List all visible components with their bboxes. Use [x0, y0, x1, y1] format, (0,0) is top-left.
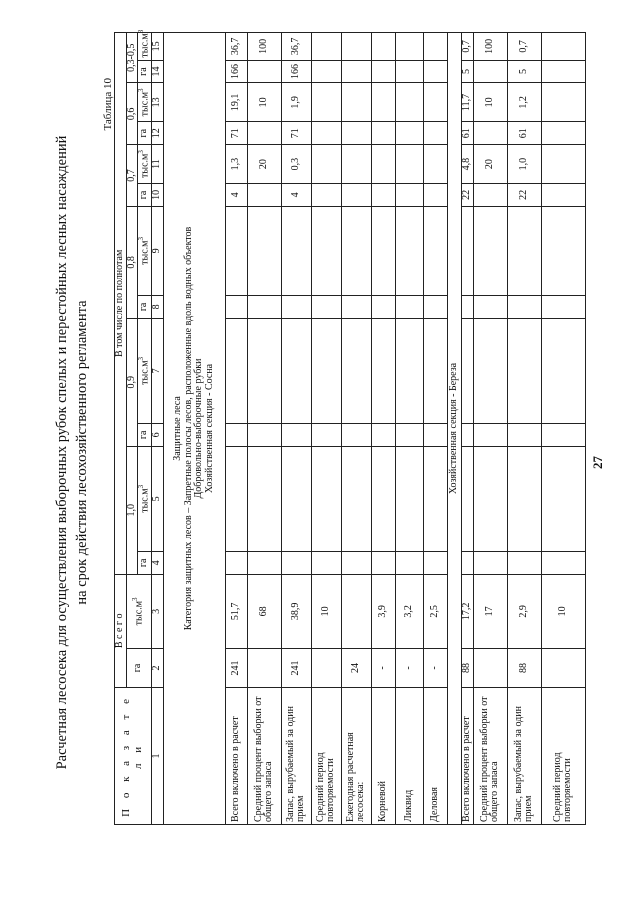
column-number: 1 [151, 687, 163, 824]
table-cell [541, 83, 585, 122]
table-cell: 1,2 [507, 83, 541, 122]
total-header: В с е г о [115, 574, 127, 687]
column-number: 3 [151, 574, 163, 648]
table-cell [341, 574, 371, 648]
table-cell [423, 423, 447, 446]
table-cell [395, 423, 423, 446]
table-cell [541, 649, 585, 688]
table-cell [395, 318, 423, 423]
table-cell [311, 184, 341, 207]
column-number: 12 [151, 122, 163, 145]
table-cell [311, 206, 341, 295]
table-cell [371, 184, 395, 207]
column-number: 9 [151, 206, 163, 295]
table-cell [507, 423, 541, 446]
table-cell [311, 122, 341, 145]
table-cell [341, 446, 371, 551]
table-cell [341, 206, 371, 295]
table-cell [371, 423, 395, 446]
table-cell [461, 318, 473, 423]
table-cell: 19,1 [225, 83, 247, 122]
table-cell [247, 649, 281, 688]
table-cell: 71 [225, 122, 247, 145]
row-label: Ликвид [395, 687, 423, 824]
row-label: Запас, вырубаемый за один прием [507, 687, 541, 824]
table-cell [247, 318, 281, 423]
table-cell: 10 [311, 574, 341, 648]
table-cell [247, 122, 281, 145]
table-cell [541, 122, 585, 145]
ha-header: га [138, 122, 152, 145]
table-cell: 0,7 [507, 33, 541, 61]
table-cell [473, 295, 507, 318]
column-number: 4 [151, 551, 163, 574]
table-cell: 4 [281, 184, 311, 207]
table-cell: 20 [247, 145, 281, 184]
table-row [541, 33, 585, 825]
table-cell [395, 446, 423, 551]
table-cell [371, 83, 395, 122]
table-cell [395, 145, 423, 184]
table-cell [341, 145, 371, 184]
table-cell: 0,3 [281, 145, 311, 184]
density-0-3-0-5: 0,3-0,5 [126, 33, 138, 83]
table-cell [473, 60, 507, 83]
table-cell [225, 206, 247, 295]
indicators-header: П о к а з а т е л и [115, 687, 152, 824]
column-numbers-row [151, 33, 163, 825]
table-cell: 24 [341, 649, 371, 688]
table-cell [371, 295, 395, 318]
row-label: Деловая [423, 687, 447, 824]
column-number: 7 [151, 318, 163, 423]
table-cell [423, 122, 447, 145]
table-cell [473, 206, 507, 295]
table-cell [541, 446, 585, 551]
table-cell [423, 206, 447, 295]
table-cell: 100 [247, 33, 281, 61]
table-cell [473, 423, 507, 446]
table-cell [395, 122, 423, 145]
table-cell [311, 551, 341, 574]
table-cell: 241 [225, 649, 247, 688]
table-cell: 10 [473, 83, 507, 122]
table-cell [473, 551, 507, 574]
table-cell: 22 [507, 184, 541, 207]
table-cell [247, 446, 281, 551]
table-cell: 22 [461, 184, 473, 207]
table-cell: - [423, 649, 447, 688]
table-cell [507, 318, 541, 423]
table-cell: 4 [225, 184, 247, 207]
title-line-2: на срок действия лесохозяйственного регламента [74, 300, 90, 605]
table-cell: 1,3 [225, 145, 247, 184]
table-cell: 61 [507, 122, 541, 145]
table-cell [461, 446, 473, 551]
table-cell [461, 551, 473, 574]
table-cell [281, 423, 311, 446]
table-cell: 1,0 [507, 145, 541, 184]
table-cell [341, 551, 371, 574]
table-cell [281, 446, 311, 551]
table-cell [341, 184, 371, 207]
table-cell: 11,7 [461, 83, 473, 122]
row-label: Ежегодная расчетная лесосека: [341, 687, 371, 824]
m3-header: $тыс.м^3$ [138, 318, 152, 423]
table-cell [541, 206, 585, 295]
table-cell [247, 551, 281, 574]
row-label: Запас, вырубаемый за один прием [281, 687, 311, 824]
table-row [341, 33, 371, 825]
table-cell [225, 423, 247, 446]
allowable-cut-table [114, 29, 586, 825]
table-cell [423, 551, 447, 574]
m3-header: $тыс.м^3$ [138, 206, 152, 295]
table-cell: - [395, 649, 423, 688]
table-cell [341, 60, 371, 83]
table-cell [311, 83, 341, 122]
table-cell [395, 295, 423, 318]
table-cell: 3,9 [371, 574, 395, 648]
table-cell [423, 184, 447, 207]
ha-header: га [138, 423, 152, 446]
table-cell: 1,9 [281, 83, 311, 122]
table-cell: 2,5 [423, 574, 447, 648]
table-row [311, 33, 341, 825]
table-cell: 0,7 [461, 33, 473, 61]
table-cell [395, 551, 423, 574]
table-cell [281, 295, 311, 318]
table-cell [423, 60, 447, 83]
density-0-7: 0,7 [126, 145, 138, 207]
table-cell [423, 33, 447, 61]
ha-header: га [138, 60, 152, 83]
table-cell: 3,2 [395, 574, 423, 648]
table-cell [507, 206, 541, 295]
column-number: 6 [151, 423, 163, 446]
table-cell [371, 446, 395, 551]
table-cell [371, 60, 395, 83]
table-cell [541, 551, 585, 574]
row-label: Средний процент выборки от общего запаса [247, 687, 281, 824]
table-row [461, 33, 473, 825]
table-cell: 166 [281, 60, 311, 83]
table-cell [461, 206, 473, 295]
table-cell: 88 [461, 649, 473, 688]
table-cell: 38,9 [281, 574, 311, 648]
table-cell: 10 [541, 574, 585, 648]
table-row [395, 33, 423, 825]
table-cell [225, 446, 247, 551]
table-cell [371, 206, 395, 295]
table-cell [311, 33, 341, 61]
column-number: 11 [151, 145, 163, 184]
table-cell [461, 295, 473, 318]
table-cell [371, 122, 395, 145]
total-ha-header: га [126, 649, 151, 688]
table-cell [395, 33, 423, 61]
table-cell [507, 446, 541, 551]
table-cell [423, 145, 447, 184]
m3-header: $тыс.м^3$ [138, 446, 152, 551]
density-1-0: 1,0 [126, 446, 138, 574]
column-number: 5 [151, 446, 163, 551]
table-cell [371, 551, 395, 574]
table-row [507, 33, 541, 825]
m3-header: $тыс.м^3$ [138, 145, 152, 184]
column-number: 15 [151, 33, 163, 61]
table-cell: 88 [507, 649, 541, 688]
table-cell [473, 318, 507, 423]
m3-header: $тыс.м^3$ [138, 83, 152, 122]
table-cell [225, 295, 247, 318]
table-cell [507, 295, 541, 318]
table-cell [541, 145, 585, 184]
table-cell: 36,7 [281, 33, 311, 61]
table-cell [341, 295, 371, 318]
table-cell: 36,7 [225, 33, 247, 61]
table-cell [541, 295, 585, 318]
table-cell [541, 423, 585, 446]
table-cell [473, 122, 507, 145]
table-cell [371, 33, 395, 61]
table-cell [473, 446, 507, 551]
table-cell [473, 649, 507, 688]
table-cell [311, 295, 341, 318]
title-line-1: Расчетная лесосека для осуществления выборочных рубок спелых и перестойных лесных насаждений [54, 135, 70, 770]
row-label: Средний процент выборки от общего запаса [473, 687, 507, 824]
section-header-pine: Защитные леса Категория защитных лесов – Запретные полосы лесов, расположенные вдоль водных объектов Добровольно-выборочные рубки Хозяйственная секция - Сосна [163, 33, 225, 825]
table-row [473, 33, 507, 825]
table-cell [461, 423, 473, 446]
table-cell: 68 [247, 574, 281, 648]
table-cell [281, 551, 311, 574]
ha-header: га [138, 295, 152, 318]
table-cell [311, 145, 341, 184]
table-cell [311, 423, 341, 446]
table-cell: 71 [281, 122, 311, 145]
row-label: Всего включено в расчет [225, 687, 247, 824]
table-cell [371, 318, 395, 423]
row-label: Средний период повторяемости [541, 687, 585, 824]
row-label: Всего включено в расчет [461, 687, 473, 824]
table-cell: - [371, 649, 395, 688]
density-0-9: 0,9 [126, 318, 138, 446]
table-cell [247, 295, 281, 318]
table-cell [395, 206, 423, 295]
table-cell: 100 [473, 33, 507, 61]
table-cell [341, 318, 371, 423]
table-cell: 17 [473, 574, 507, 648]
table-cell [507, 551, 541, 574]
density-0-6: 0,6 [126, 83, 138, 145]
table-cell [541, 184, 585, 207]
table-cell [473, 184, 507, 207]
table-cell: 5 [507, 60, 541, 83]
table-number: Таблица 10 [102, 78, 114, 131]
table-cell [395, 60, 423, 83]
table-cell: 51,7 [225, 574, 247, 648]
table-cell [341, 83, 371, 122]
table-row [225, 33, 247, 825]
table-cell: 241 [281, 649, 311, 688]
table-cell [311, 318, 341, 423]
table-cell [371, 145, 395, 184]
table-cell [225, 551, 247, 574]
table-cell [423, 83, 447, 122]
table-cell [395, 83, 423, 122]
table-cell: 4,8 [461, 145, 473, 184]
table-cell [341, 33, 371, 61]
total-m3-header: $тыс.м^3$ [126, 574, 151, 648]
table-cell [311, 649, 341, 688]
table-cell: 61 [461, 122, 473, 145]
table-cell [395, 184, 423, 207]
table-cell: 17,2 [461, 574, 473, 648]
table-cell [541, 33, 585, 61]
table-cell [423, 318, 447, 423]
density-0-8: 0,8 [126, 206, 138, 318]
table-cell [281, 318, 311, 423]
table-cell [247, 184, 281, 207]
table-cell: 166 [225, 60, 247, 83]
table-cell [541, 318, 585, 423]
table-row [371, 33, 395, 825]
table-cell [341, 423, 371, 446]
table-cell [225, 318, 247, 423]
table-cell [311, 446, 341, 551]
ha-header: га [138, 551, 152, 574]
row-label: Корневой [371, 687, 395, 824]
ha-header: га [138, 184, 152, 207]
table-cell [311, 60, 341, 83]
table-cell: 10 [247, 83, 281, 122]
m3-header: $тыс.м^3$ [138, 33, 152, 61]
table-cell [423, 295, 447, 318]
page-number: 27 [590, 456, 605, 469]
section-header-birch: Хозяйственная секция - Береза [447, 33, 461, 825]
column-number: 2 [151, 649, 163, 688]
table-cell [247, 60, 281, 83]
incl-by-density-header: В том числе по полнотам [115, 33, 127, 575]
table-cell: 20 [473, 145, 507, 184]
table-cell [423, 446, 447, 551]
table-cell [281, 206, 311, 295]
table-cell: 2,9 [507, 574, 541, 648]
column-number: 14 [151, 60, 163, 83]
table-cell [541, 60, 585, 83]
table-cell: 5 [461, 60, 473, 83]
table-row [247, 33, 281, 825]
table-row [281, 33, 311, 825]
table-cell [247, 423, 281, 446]
column-number: 10 [151, 184, 163, 207]
table-cell [341, 122, 371, 145]
column-number: 13 [151, 83, 163, 122]
column-number: 8 [151, 295, 163, 318]
table-cell [247, 206, 281, 295]
table-row [423, 33, 447, 825]
row-label: Средний период повторяемости [311, 687, 341, 824]
